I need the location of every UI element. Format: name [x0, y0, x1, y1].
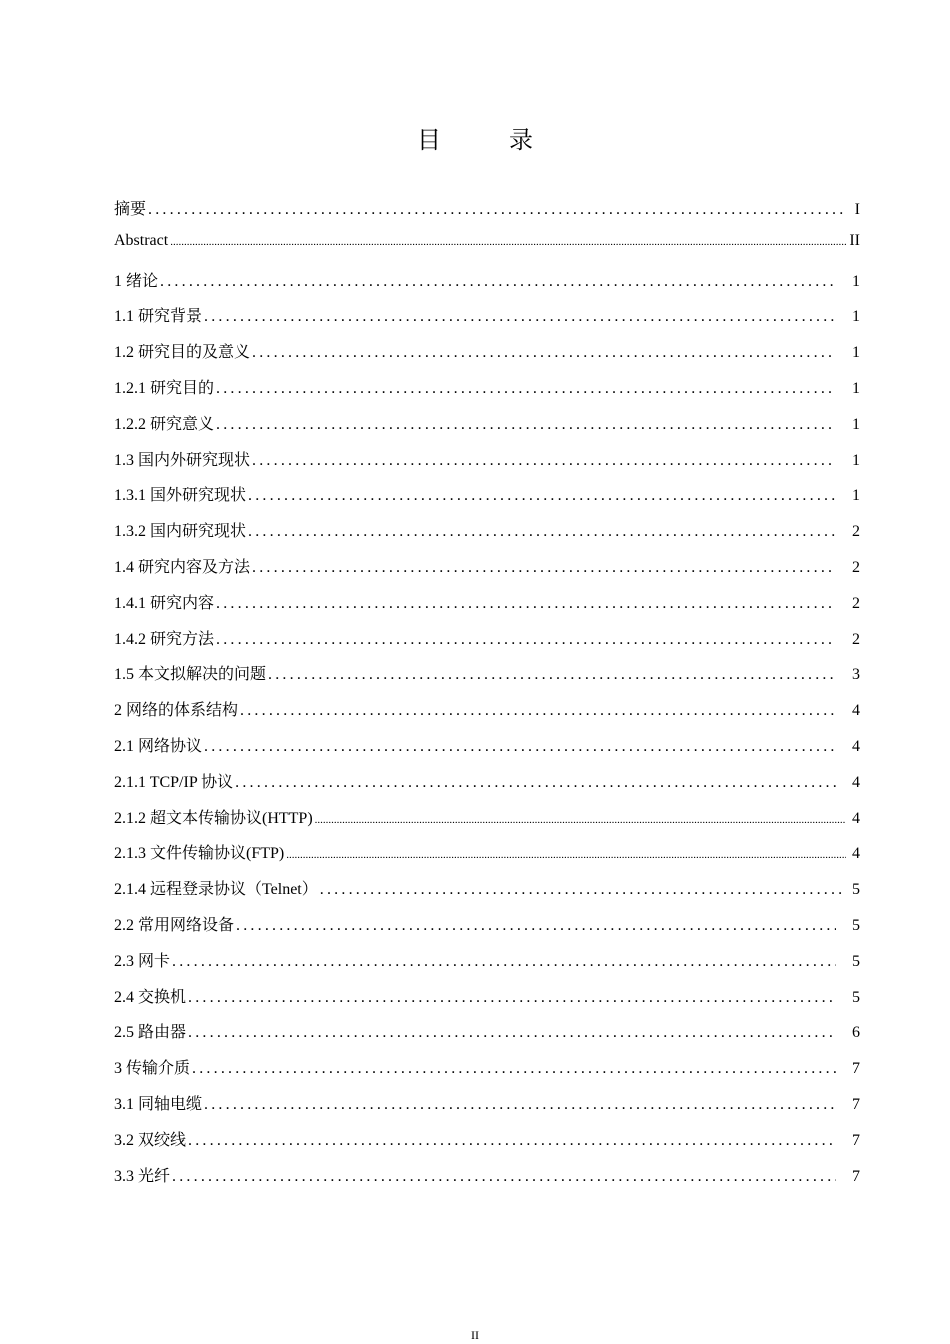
toc-entry-page: 7	[852, 1095, 860, 1113]
toc-leader-dots	[252, 344, 836, 362]
toc-leader-dots	[248, 487, 836, 505]
toc-leader-dots	[320, 881, 846, 899]
toc-entry[interactable]	[114, 948, 860, 984]
toc-entry[interactable]	[114, 769, 860, 805]
toc-entry-page: 5	[852, 881, 860, 899]
toc-entry-label: 1.4.2 研究方法	[114, 630, 215, 648]
toc-leader-dots	[216, 416, 836, 434]
toc-entry-label: 1.5 本文拟解决的问题	[114, 666, 267, 684]
toc-entry-label: 2.1.1 TCP/IP 协议	[114, 773, 234, 791]
toc-leader-dots	[172, 1168, 836, 1186]
toc-entry-page: 2	[852, 523, 860, 541]
toc-entry-page: 4	[852, 702, 860, 720]
toc-entry-page: 7	[852, 1131, 860, 1149]
toc-entry[interactable]	[114, 840, 860, 876]
toc-leader-dots	[188, 989, 836, 1007]
toc-entry-label: 3.3 光纤	[114, 1167, 171, 1185]
toc-entry-page: 4	[852, 809, 860, 827]
toc-entry-page: 4	[852, 845, 860, 863]
toc-leader-dots	[315, 814, 846, 826]
toc-entry[interactable]	[114, 590, 860, 626]
toc-entry-label: 1.2 研究目的及意义	[114, 344, 251, 362]
toc-entry-page: 1	[852, 487, 860, 505]
toc-entry-page: 4	[852, 737, 860, 755]
toc-entry-label: 1.4 研究内容及方法	[114, 558, 251, 576]
toc-entry-label: 2.1.4 远程登录协议（Telnet）	[114, 881, 318, 899]
toc-entry-label: 1.4.1 研究内容	[114, 594, 215, 612]
toc-entry-label: 1.2.2 研究意义	[114, 415, 215, 433]
toc-entry-page: I	[854, 201, 860, 218]
toc-entry-page: 5	[852, 916, 860, 934]
toc-entry[interactable]	[114, 626, 860, 662]
toc-entry[interactable]	[114, 554, 860, 590]
toc-entry-page: 1	[852, 344, 860, 362]
toc-entry[interactable]	[114, 805, 860, 841]
page-title: 目 录	[417, 126, 555, 154]
toc-entry[interactable]	[114, 912, 860, 948]
toc-entry[interactable]	[114, 482, 860, 518]
toc-entry-page: 7	[852, 1167, 860, 1185]
toc-leader-dots	[268, 666, 836, 684]
toc-entry[interactable]	[114, 411, 860, 447]
toc-entry[interactable]	[114, 876, 860, 912]
toc-entry[interactable]	[114, 984, 860, 1020]
toc-leader-dots	[204, 1096, 836, 1114]
toc-leader-dots	[204, 738, 836, 756]
toc-leader-dots	[172, 953, 836, 971]
toc-leader-dots	[192, 1060, 836, 1078]
toc-entry-label: 2.3 网卡	[114, 952, 171, 970]
toc-entry[interactable]	[114, 375, 860, 411]
toc-leader-dots	[216, 595, 836, 613]
toc-entry[interactable]	[114, 1091, 860, 1127]
toc-entry-label: 2.5 路由器	[114, 1024, 187, 1042]
toc-entry-label: 3.2 双绞线	[114, 1131, 187, 1149]
toc-leader-dots	[240, 702, 836, 720]
toc-entry-label: 1.3.1 国外研究现状	[114, 487, 247, 505]
toc-entry-label: 1 绪论	[114, 272, 159, 290]
toc-entry-page: 6	[852, 1024, 860, 1042]
toc-entry-label: 2.2 常用网络设备	[114, 916, 235, 934]
toc-leader-dots	[204, 308, 836, 326]
toc-entry-label: 2.4 交换机	[114, 988, 187, 1006]
footer-page-number: II	[471, 1328, 479, 1342]
toc-entry-page: 3	[852, 666, 860, 684]
toc-leader-dots	[216, 631, 836, 649]
toc-entry-page: 7	[852, 1060, 860, 1078]
toc-entry-page: 4	[852, 773, 860, 791]
toc-entry-page: 5	[852, 988, 860, 1006]
toc-entry-label: Abstract	[114, 231, 169, 249]
toc-entry-page: 2	[852, 558, 860, 576]
toc-entry-label: 3.1 同轴电缆	[114, 1095, 203, 1113]
toc-leader-dots	[216, 380, 836, 398]
toc-leader-dots	[236, 917, 836, 935]
toc-entry[interactable]	[114, 196, 860, 232]
toc-leader-dots	[252, 452, 836, 470]
toc-entry[interactable]	[114, 1019, 860, 1055]
toc-entry-page: 1	[852, 379, 860, 397]
toc-entry-page: 1	[852, 308, 860, 326]
toc-entry-label: 2.1 网络协议	[114, 737, 203, 755]
toc-leader-dots	[286, 849, 846, 861]
toc-entry-label: 2 网络的体系结构	[114, 702, 239, 720]
toc-entry-page: II	[849, 231, 860, 249]
toc-entry-label: 3 传输介质	[114, 1060, 191, 1078]
toc-entry[interactable]	[114, 1055, 860, 1091]
toc-leader-dots	[188, 1132, 836, 1150]
toc-entry-page: 2	[852, 630, 860, 648]
toc-entry-page: 1	[852, 415, 860, 433]
toc-entry[interactable]	[114, 447, 860, 483]
toc-leader-dots	[252, 559, 836, 577]
toc-entry-page: 1	[852, 451, 860, 469]
toc-leader-dots	[148, 201, 846, 219]
toc-entry[interactable]	[114, 661, 860, 697]
toc-entry[interactable]	[114, 232, 860, 268]
toc-entry-label: 1.3.2 国内研究现状	[114, 523, 247, 541]
toc-entry[interactable]	[114, 697, 860, 733]
toc-leader-dots	[160, 273, 836, 291]
toc-entry[interactable]	[114, 303, 860, 339]
toc-leader-dots	[248, 523, 836, 541]
toc-leader-dots	[188, 1024, 836, 1042]
toc-entry[interactable]	[114, 1127, 860, 1163]
toc-entry[interactable]	[114, 268, 860, 304]
toc-entry[interactable]	[114, 1163, 860, 1199]
toc-entry-label: 1.2.1 研究目的	[114, 379, 215, 397]
toc-entry-label: 摘要	[114, 201, 147, 218]
toc-leader-dots	[170, 236, 846, 248]
toc-leader-dots	[235, 774, 836, 792]
table-of-contents	[114, 196, 860, 1198]
toc-entry-page: 2	[852, 594, 860, 612]
toc-entry[interactable]	[114, 733, 860, 769]
toc-entry-label: 1.3 国内外研究现状	[114, 451, 251, 469]
toc-entry[interactable]	[114, 518, 860, 554]
toc-entry-label: 1.1 研究背景	[114, 308, 203, 326]
toc-entry[interactable]	[114, 339, 860, 375]
toc-entry-page: 1	[852, 272, 860, 290]
toc-entry-label: 2.1.3 文件传输协议(FTP)	[114, 845, 285, 863]
toc-entry-page: 5	[852, 952, 860, 970]
toc-entry-label: 2.1.2 超文本传输协议(HTTP)	[114, 809, 313, 827]
